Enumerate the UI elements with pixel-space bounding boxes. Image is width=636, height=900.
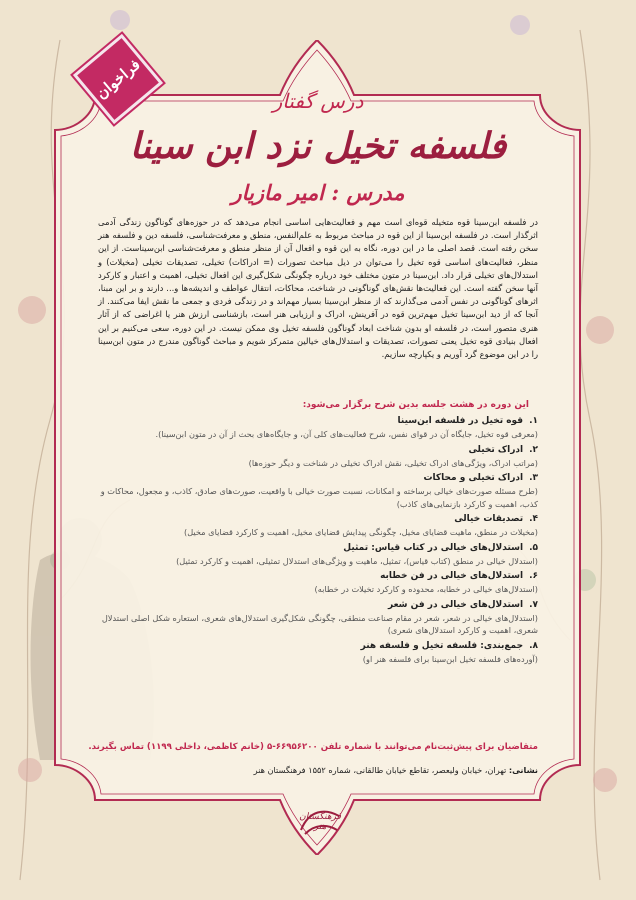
sessions-heading: این دوره در هشت جلسه بدین شرح برگزار می‌شود:	[302, 400, 529, 410]
registration-notice: متقاضیان برای پیش‌ثبت‌نام می‌توانند با شماره تلفن ۶۶۹۵۶۲۰۰-۵ (خانم کاظمی، داخلی ۱۱۹۹) تماس بگیرند.	[88, 742, 538, 752]
session-number: ۲.	[529, 444, 538, 455]
instructor-name: مدرس : امیر مازیار	[231, 180, 405, 205]
session-item	[98, 599, 538, 637]
session-description: (مراتب ادراک، ویژگی‌های ادراک تخیلی، نقش ادراک تخیلی در شناخت و دیگر حوزه‌ها)	[248, 457, 538, 468]
session-item	[98, 570, 538, 596]
address-line	[254, 765, 538, 775]
call-badge-label: فراخوان	[92, 55, 144, 103]
session-number: ۵.	[529, 542, 538, 553]
session-title: استدلال‌های خیالی در فن شعر	[388, 599, 524, 610]
address-label: نشانی:	[508, 765, 538, 775]
session-item	[98, 513, 538, 539]
session-number: ۷.	[529, 599, 538, 610]
session-title: استدلال‌های خیالی در کتاب قیاس: تمثیل	[343, 542, 524, 553]
session-number: ۶.	[529, 571, 538, 581]
session-description: (استدلال‌های خیالی در خطابه، محدوده و کارکرد تخیلات در خطابه)	[314, 584, 538, 594]
address-text: تهران، خیابان ولیعصر، تقاطع خیابان طالقانی، شماره ۱۵۵۲ فرهنگستان هنر	[253, 765, 507, 775]
session-description: (استدلال‌های خیالی در شعر، شعر در مقام صناعت منطقی، چگونگی شکل‌گیری استدلال‌های شعری، استعاره شکل اصلی استدلال شعری، اهمیت و کارکرد استدلال‌های شعری)	[101, 612, 538, 635]
session-number: ۳.	[529, 473, 538, 483]
session-number: ۱.	[529, 416, 538, 426]
course-kicker: درس گفتار	[272, 89, 364, 113]
intro-paragraph: در فلسفه ابن‌سینا قوه متخیله قوه‌ای است مهم و فعالیت‌هایی اساسی انجام می‌دهد که در حوزه‌های گوناگون زندگی آدمی اثرگذار است. در فلسفه ابن‌سینا از این قوه در مباحث مربوط به علم‌النفس، منطق و معرفت‌شناسی، فلسفه دین و فلسفه هنر سخن رفته است. قصد اصلی ما در این دوره، نگاه به این قوه و افعال آن از منظر منطق و معرفت‌شناسی ابن‌سیناست. از این منظر، فعالیت‌های اساسی قوه تخیل را می‌توان در ذیل مباحث تصورات (= ادراکات) تخیلی، تصدیقات تخیلی (مخیلات) و استدلال‌های تخیلی قرار داد. ابن‌سینا در متون مختلف خود درباره چگونگی شکل‌گیری این افعال تخیلی، اهمیت و اعتبار و کارکرد آنها سخن گفته است. این فعالیت‌ها نقش‌های گوناگونی در شناخت، محاکات، انتقال عواطف و اندیشه‌ها و... دارند و بر این مبنا، اثرهای گوناگونی در نفس آدمی می‌گذارند که از منظر ابن‌سینا بسیار مهم‌اند و در زندگی فردی و جمعی ما نقش ایفا می‌کنند. از آنجا که از دید ابن‌سینا تخیل مهم‌ترین قوه در آفرینش، ادراک و ارزیابی هنر است، بازشناسی ارزش هنر یا اغراضی که از آثار هنری متصور است، در فلسفه او بدون شناخت ابعاد گوناگون فلسفه تخیل وی ممکن نیست. در این دوره، سعی می‌کنیم بر این افعال بنیادی قوه تخیل یعنی تصورات، تصدیقات و استدلال‌های خیالین متمرکز شویم و مباحث گوناگون مندرج در متون ابن‌سینا را در این موضوع گرد آوریم و یکپارچه سازیم.	[98, 217, 538, 360]
session-item	[98, 444, 538, 470]
session-item	[98, 542, 538, 568]
session-title: قوه تخیل در فلسفه ابن‌سینا	[397, 416, 524, 426]
session-title: تصدیقات خیالی	[454, 514, 524, 524]
session-title: جمع‌بندی: فلسفه تخیل و فلسفه هنر	[360, 640, 524, 651]
session-list	[98, 415, 538, 668]
session-item	[98, 415, 538, 441]
session-item	[98, 640, 538, 666]
session-description: (معرفی قوه تخیل، جایگاه آن در قوای نفس، شرح فعالیت‌های کلی آن، و جایگاه‌های بحث از آن در متون ابن‌سینا).	[155, 429, 538, 439]
session-number: ۸.	[529, 640, 538, 651]
session-item	[98, 472, 538, 510]
session-title: ادراک تخیلی و محاکات	[423, 473, 524, 483]
session-number: ۴.	[529, 514, 538, 524]
session-description: (طرح مسئله صورت‌های خیالی برساخته و امکانات، نسبت صورت خیالی با واقعیت، صورت‌های صادق، کاذب، و مجعول، محاکات و کذب، اهمیت و کارکرد بازنمایی‌های کاذب)	[100, 486, 538, 509]
session-description: (مخیلات در منطق، ماهیت قضایای مخیل، چگونگی پیدایش قضایای مخیل، اهمیت و کارکرد قضایای مخیل)	[184, 527, 538, 537]
session-description: (آورده‌های فلسفه تخیل ابن‌سینا برای فلسفه هنر او)	[362, 653, 538, 664]
session-title: استدلال‌های خیالی در فن خطابه	[380, 571, 524, 581]
session-title: ادراک تخیلی	[468, 444, 524, 455]
course-title: فلسفه تخیل نزد ابن سینا	[129, 125, 507, 167]
logo-text: فرهنگستان هنر	[299, 812, 341, 832]
academy-logo	[295, 800, 345, 842]
session-description: (استدلال خیالی در منطق (کتاب قیاس)، تمثیل، ماهیت و ویژگی‌های استدلال تمثیلی، اهمیت و کارکرد تمثیل)	[176, 555, 538, 566]
